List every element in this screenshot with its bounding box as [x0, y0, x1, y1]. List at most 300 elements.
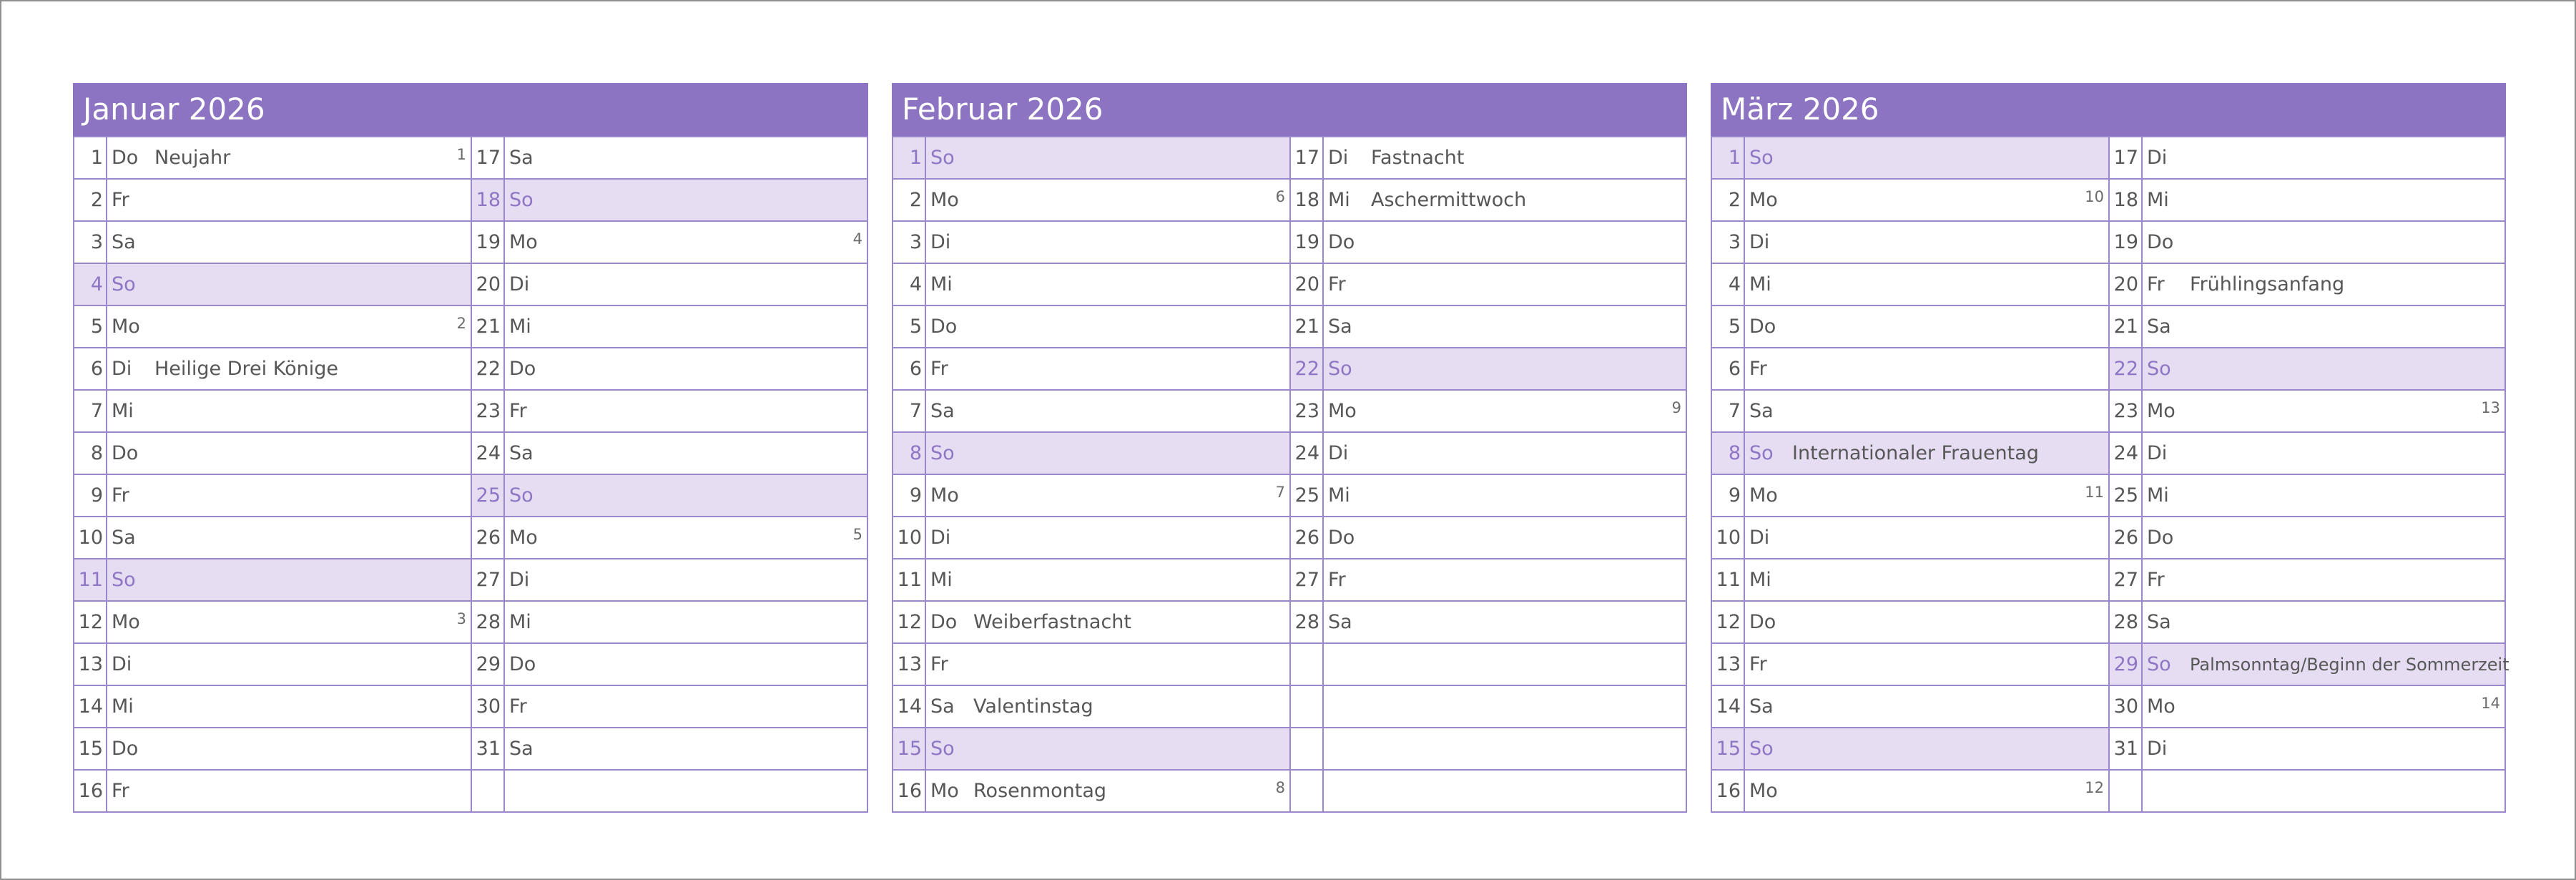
weekday-label: Sa [509, 442, 534, 464]
weekday-label: So [1749, 442, 1774, 464]
week-number: 3 [456, 610, 466, 627]
day-number: 6 [74, 348, 107, 389]
day-row [2108, 136, 2504, 178]
day-row [1712, 685, 2108, 727]
weekday-label: Mo [112, 316, 140, 338]
day-number: 28 [2108, 602, 2143, 642]
day-row [893, 431, 1289, 474]
day-number: 24 [2108, 433, 2143, 474]
day-number: 8 [893, 433, 926, 474]
day-row [2108, 263, 2504, 305]
weekday-label: So [930, 738, 955, 760]
day-number: 15 [1712, 728, 1745, 769]
day-row [471, 347, 867, 389]
day-number: 16 [1712, 771, 1745, 811]
weekday-label: Mo [1749, 780, 1778, 802]
day-row [893, 347, 1289, 389]
day-row [2108, 474, 2504, 516]
weekday-label: Mi [1328, 484, 1350, 507]
day-row [471, 685, 867, 727]
month-grid [73, 136, 868, 813]
day-row [1289, 431, 1686, 474]
day-number: 4 [893, 264, 926, 305]
day-row [1712, 769, 2108, 811]
day-row [1712, 136, 2108, 178]
weekday-label: Sa [930, 695, 955, 718]
day-number: 10 [1712, 517, 1745, 558]
weekday-label: Sa [1749, 400, 1774, 422]
day-number: 19 [471, 222, 505, 263]
day-number: 4 [74, 264, 107, 305]
day-number: 15 [74, 728, 107, 769]
day-number: 11 [893, 559, 926, 600]
day-number: 14 [1712, 686, 1745, 727]
day-row [893, 263, 1289, 305]
day-row [471, 600, 867, 642]
day-row [1712, 220, 2108, 263]
weekday-label: Mi [1749, 569, 1771, 591]
day-row [1289, 347, 1686, 389]
day-row [471, 431, 867, 474]
weekday-label: Sa [1749, 695, 1774, 718]
weekday-label: Do [2147, 527, 2174, 549]
day-number: 26 [471, 517, 505, 558]
day-number: 27 [471, 559, 505, 600]
weekday-label: Mi [112, 695, 134, 718]
weekday-label: Sa [509, 738, 534, 760]
day-row [893, 389, 1289, 431]
week-number: 1 [456, 146, 466, 163]
day-number: 9 [1712, 475, 1745, 516]
day-number: 3 [893, 222, 926, 263]
day-number: 13 [893, 644, 926, 685]
weekday-label: So [930, 442, 955, 464]
day-number: 2 [893, 180, 926, 220]
day-row [2108, 600, 2504, 642]
day-number: 29 [471, 644, 505, 685]
weekday-label: Mo [1749, 189, 1778, 211]
month-title: Januar 2026 [73, 83, 868, 136]
day-row [893, 516, 1289, 558]
day-number: 17 [2108, 137, 2143, 178]
day-row [74, 136, 471, 178]
weekday-label: Fr [930, 653, 948, 675]
days-column-2 [1289, 136, 1686, 811]
week-number: 10 [2085, 188, 2104, 205]
weekday-label: Mi [2147, 484, 2169, 507]
weekday-label: So [1328, 358, 1352, 380]
day-number: 28 [1289, 602, 1324, 642]
day-number: 5 [893, 306, 926, 347]
empty-row [2108, 769, 2504, 811]
weekday-label: Fr [1328, 273, 1346, 295]
day-number: 23 [2108, 391, 2143, 431]
day-number: 19 [1289, 222, 1324, 263]
day-row [1289, 220, 1686, 263]
holiday-label: Neujahr [154, 147, 231, 169]
weekday-label: Do [1749, 316, 1776, 338]
weekday-label: Di [112, 358, 132, 380]
day-row [893, 727, 1289, 769]
day-number: 26 [1289, 517, 1324, 558]
day-row [2108, 178, 2504, 220]
day-row [1289, 516, 1686, 558]
weekday-label: Di [1328, 147, 1349, 169]
day-number: 25 [471, 475, 505, 516]
weekday-label: Sa [2147, 316, 2171, 338]
weekday-label: Fr [509, 400, 527, 422]
week-number: 7 [1275, 484, 1285, 501]
day-row [1289, 600, 1686, 642]
day-row [1289, 178, 1686, 220]
week-number: 14 [2481, 695, 2500, 712]
day-number: 24 [1289, 433, 1324, 474]
day-number: 10 [74, 517, 107, 558]
day-row [1289, 305, 1686, 347]
day-number: 17 [471, 137, 505, 178]
week-number: 13 [2481, 399, 2500, 416]
day-row [2108, 685, 2504, 727]
day-row [1712, 389, 2108, 431]
day-row [893, 136, 1289, 178]
day-number: 23 [471, 391, 505, 431]
weekday-label: Sa [1328, 316, 1352, 338]
weekday-label: Do [1749, 611, 1776, 633]
day-number: 22 [2108, 348, 2143, 389]
days-column-1 [74, 136, 471, 811]
day-number: 7 [74, 391, 107, 431]
holiday-label: Heilige Drei Könige [154, 358, 338, 380]
weekday-label: Do [112, 738, 139, 760]
weekday-label: Do [1328, 231, 1355, 253]
day-number: 11 [1712, 559, 1745, 600]
day-number: 20 [2108, 264, 2143, 305]
day-row [2108, 347, 2504, 389]
month-february [892, 83, 1687, 813]
day-number: 7 [893, 391, 926, 431]
day-number: 18 [2108, 180, 2143, 220]
day-row [2108, 305, 2504, 347]
day-row [471, 178, 867, 220]
empty-row [1289, 727, 1686, 769]
day-row [1712, 305, 2108, 347]
weekday-label: Sa [112, 527, 136, 549]
holiday-label: Frühlingsanfang [2190, 273, 2345, 295]
day-row [74, 220, 471, 263]
holiday-label: Rosenmontag [973, 780, 1107, 802]
weekday-label: Mo [112, 611, 140, 633]
day-row [471, 516, 867, 558]
month-title: März 2026 [1711, 83, 2506, 136]
weekday-label: Di [509, 273, 530, 295]
weekday-label: So [1749, 147, 1774, 169]
day-number: 8 [74, 433, 107, 474]
weekday-label: Fr [2147, 569, 2165, 591]
day-row [1712, 178, 2108, 220]
month-march [1711, 83, 2509, 813]
day-number: 6 [1712, 348, 1745, 389]
day-number: 4 [1712, 264, 1745, 305]
day-row [74, 431, 471, 474]
day-number: 23 [1289, 391, 1324, 431]
holiday-label: Internationaler Frauentag [1792, 442, 2039, 464]
day-number: 31 [471, 728, 505, 769]
day-number: 14 [893, 686, 926, 727]
day-row [471, 558, 867, 600]
day-number: 1 [893, 137, 926, 178]
day-row [74, 263, 471, 305]
day-number: 9 [893, 475, 926, 516]
day-row [1712, 558, 2108, 600]
days-column-2 [471, 136, 867, 811]
day-number: 2 [74, 180, 107, 220]
weekday-label: Fr [2147, 273, 2165, 295]
weekday-label: Di [509, 569, 530, 591]
day-number: 12 [74, 602, 107, 642]
weekday-label: Do [2147, 231, 2174, 253]
weekday-label: Mo [930, 189, 959, 211]
week-number: 12 [2085, 779, 2104, 796]
day-number: 1 [74, 137, 107, 178]
day-row [893, 685, 1289, 727]
day-row [471, 474, 867, 516]
day-number: 17 [1289, 137, 1324, 178]
day-number: 18 [471, 180, 505, 220]
day-row [1289, 474, 1686, 516]
day-row [471, 263, 867, 305]
day-number: 19 [2108, 222, 2143, 263]
day-row [1712, 516, 2108, 558]
week-number: 6 [1275, 188, 1285, 205]
weekday-label: Do [509, 653, 536, 675]
day-number: 13 [1712, 644, 1745, 685]
day-row [74, 685, 471, 727]
day-number: 16 [74, 771, 107, 811]
weekday-label: Mo [1328, 400, 1357, 422]
day-number: 10 [893, 517, 926, 558]
weekday-label: So [1749, 738, 1774, 760]
day-row [2108, 727, 2504, 769]
weekday-label: Di [1749, 231, 1770, 253]
month-grid [1711, 136, 2509, 813]
day-number: 11 [74, 559, 107, 600]
day-number: 21 [2108, 306, 2143, 347]
week-number: 5 [852, 526, 862, 543]
day-row [471, 220, 867, 263]
day-row [1289, 263, 1686, 305]
weekday-label: So [2147, 358, 2171, 380]
day-number: 12 [1712, 602, 1745, 642]
empty-row [1289, 642, 1686, 685]
weekday-label: Do [112, 147, 139, 169]
weekday-label: Mi [2147, 189, 2169, 211]
week-number: 2 [456, 315, 466, 332]
day-row [893, 769, 1289, 811]
weekday-label: Sa [1328, 611, 1352, 633]
holiday-label: Palmsonntag/Beginn der Sommerzeit [2190, 654, 2509, 675]
day-row [74, 558, 471, 600]
week-number: 9 [1671, 399, 1681, 416]
weekday-label: Di [1328, 442, 1349, 464]
day-number: 5 [74, 306, 107, 347]
weekday-label: So [930, 147, 955, 169]
day-number: 14 [74, 686, 107, 727]
empty-row [471, 769, 867, 811]
weekday-label: Fr [930, 358, 948, 380]
day-row [893, 178, 1289, 220]
day-row [2108, 516, 2504, 558]
day-number: 18 [1289, 180, 1324, 220]
day-row [1289, 558, 1686, 600]
weekday-label: Do [930, 316, 958, 338]
day-row [1712, 474, 2108, 516]
weekday-label: So [2147, 653, 2171, 675]
weekday-label: So [112, 273, 136, 295]
weekday-label: Mi [1328, 189, 1350, 211]
weekday-label: Di [930, 527, 951, 549]
weekday-label: Fr [112, 780, 129, 802]
day-row [893, 474, 1289, 516]
day-row [2108, 389, 2504, 431]
day-row [74, 389, 471, 431]
day-row [74, 642, 471, 685]
day-row [1712, 263, 2108, 305]
day-row [74, 474, 471, 516]
day-number: 31 [2108, 728, 2143, 769]
day-row [1712, 642, 2108, 685]
day-number: 5 [1712, 306, 1745, 347]
day-row [74, 516, 471, 558]
weekday-label: Sa [112, 231, 136, 253]
day-row [1712, 431, 2108, 474]
day-row [893, 558, 1289, 600]
days-column-1 [893, 136, 1289, 811]
day-number: 29 [2108, 644, 2143, 685]
weekday-label: Mi [509, 316, 531, 338]
day-row [2108, 558, 2504, 600]
weekday-label: Di [930, 231, 951, 253]
weekday-label: Do [930, 611, 958, 633]
weekday-label: Mo [1749, 484, 1778, 507]
weekday-label: Di [2147, 738, 2168, 760]
weekday-label: So [112, 569, 136, 591]
day-row [2108, 431, 2504, 474]
day-row [1712, 347, 2108, 389]
holiday-label: Valentinstag [973, 695, 1093, 718]
day-row [1289, 136, 1686, 178]
day-row [74, 727, 471, 769]
day-number: 20 [1289, 264, 1324, 305]
weekday-label: Mo [930, 484, 959, 507]
weekday-label: So [509, 189, 534, 211]
day-row [1712, 727, 2108, 769]
weekday-label: Mi [112, 400, 134, 422]
day-number: 30 [2108, 686, 2143, 727]
day-row [893, 305, 1289, 347]
weekday-label: Mo [930, 780, 959, 802]
weekday-label: Mi [509, 611, 531, 633]
day-number: 9 [74, 475, 107, 516]
day-number: 22 [1289, 348, 1324, 389]
day-row [74, 178, 471, 220]
day-row [2108, 220, 2504, 263]
day-number: 21 [1289, 306, 1324, 347]
weekday-label: Fr [509, 695, 527, 718]
weekday-label: Sa [509, 147, 534, 169]
day-number: 28 [471, 602, 505, 642]
week-number: 11 [2085, 484, 2104, 501]
day-number: 25 [1289, 475, 1324, 516]
day-row [74, 600, 471, 642]
weekday-label: Di [2147, 442, 2168, 464]
weekday-label: So [509, 484, 534, 507]
weekday-label: Di [1749, 527, 1770, 549]
weekday-label: Di [2147, 147, 2168, 169]
weekday-label: Do [1328, 527, 1355, 549]
month-january [73, 83, 868, 813]
weekday-label: Fr [1749, 358, 1767, 380]
weekday-label: Mo [509, 231, 538, 253]
day-row [74, 305, 471, 347]
weekday-label: Mi [930, 273, 953, 295]
holiday-label: Fastnacht [1371, 147, 1465, 169]
weekday-label: Mi [1749, 273, 1771, 295]
weekday-label: Fr [112, 484, 129, 507]
day-number: 22 [471, 348, 505, 389]
day-number: 7 [1712, 391, 1745, 431]
weekday-label: Do [112, 442, 139, 464]
day-number: 16 [893, 771, 926, 811]
day-number: 3 [74, 222, 107, 263]
day-row [74, 347, 471, 389]
days-column-1 [1712, 136, 2108, 811]
day-number: 3 [1712, 222, 1745, 263]
day-row [471, 136, 867, 178]
day-row [1712, 600, 2108, 642]
day-number: 8 [1712, 433, 1745, 474]
day-number: 27 [1289, 559, 1324, 600]
weekday-label: Mi [930, 569, 953, 591]
day-row [893, 220, 1289, 263]
day-row [471, 642, 867, 685]
weekday-label: Fr [1328, 569, 1346, 591]
day-number: 20 [471, 264, 505, 305]
day-row [74, 769, 471, 811]
week-number: 8 [1275, 779, 1285, 796]
empty-row [1289, 685, 1686, 727]
day-number: 2 [1712, 180, 1745, 220]
day-number: 6 [893, 348, 926, 389]
days-column-2 [2108, 136, 2509, 811]
empty-row [1289, 769, 1686, 811]
month-grid [892, 136, 1687, 813]
holiday-label: Aschermittwoch [1371, 189, 1527, 211]
day-number: 13 [74, 644, 107, 685]
day-row [471, 389, 867, 431]
weekday-label: Do [509, 358, 536, 380]
weekday-label: Fr [1749, 653, 1767, 675]
day-number: 12 [893, 602, 926, 642]
day-row [471, 727, 867, 769]
weekday-label: Mo [2147, 695, 2176, 718]
weekday-label: Sa [930, 400, 955, 422]
day-number: 15 [893, 728, 926, 769]
holiday-label: Weiberfastnacht [973, 611, 1131, 633]
day-row [471, 305, 867, 347]
weekday-label: Mo [509, 527, 538, 549]
day-number: 21 [471, 306, 505, 347]
day-row [893, 600, 1289, 642]
